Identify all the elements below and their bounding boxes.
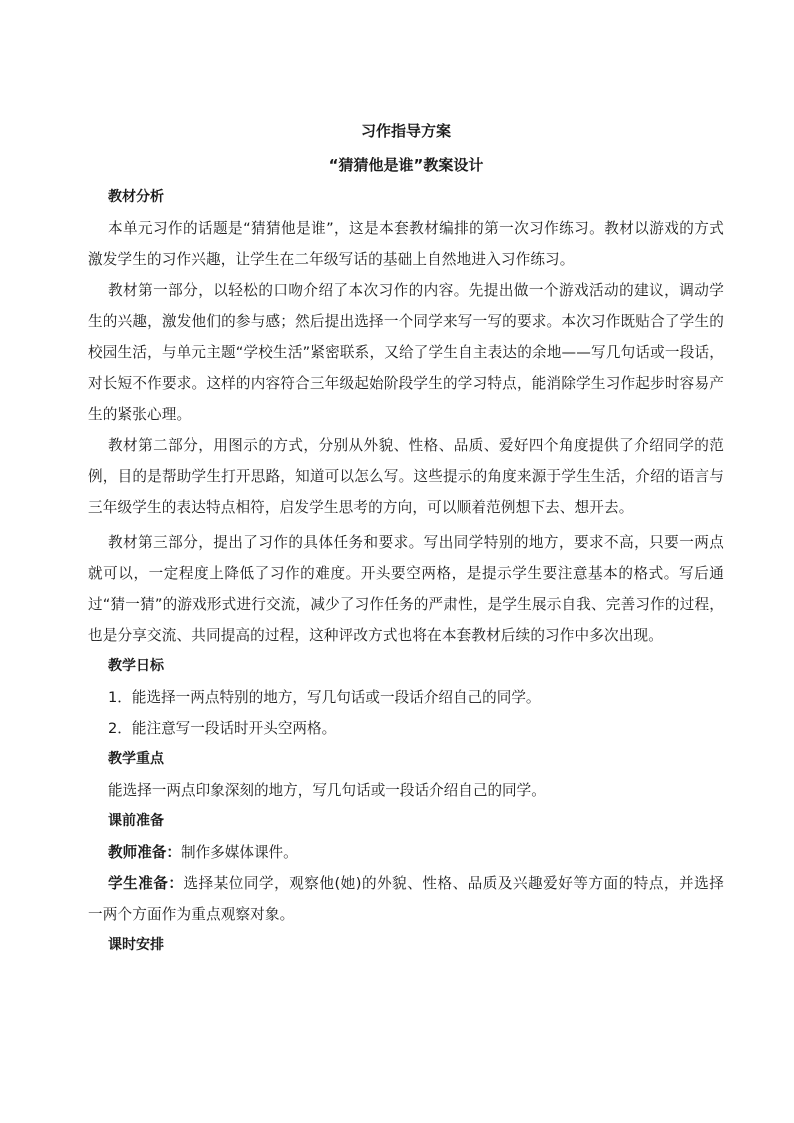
document-page: [88, 114, 724, 961]
section-heading-analysis: 教材分析: [108, 189, 164, 205]
analysis-paragraph-3: 教材第二部分，用图示的方式，分别从外貌、性格、品质、爱好四个角度提供了介绍同学的范例，目的是帮助学生打开思路，知道可以怎么写。这些提示的角度来源于学生生活，介绍的语言与三年级学生的表达特点相符，启发学生思考的方向，可以顺着范例想下去、想开去。: [88, 437, 724, 516]
section-heading-prep: 课前准备: [108, 813, 164, 829]
document-subtitle: “猜猜他是谁”教案设计: [328, 156, 484, 174]
analysis-paragraph-4: 教材第三部分，提出了习作的具体任务和要求。写出同学特别的地方，要求不高，只要一两点就可以，一定程度上降低了习作的难度。开头要空两格，是提示学生要注意基本的格式。写后通过“猜一猜”的游戏形式进行交流，减少了习作任务的严肃性，是学生展示自我、完善习作的过程，也是分享交流、共同提高的过程，这种评改方式也将在本套教材后续的习作中多次出现。: [88, 534, 724, 644]
document-title: 习作指导方案: [360, 122, 451, 140]
focus-text: 能选择一两点印象深刻的地方，写几句话或一段话介绍自己的同学。: [108, 782, 546, 799]
teacher-prep-label: 教师准备：: [108, 844, 181, 861]
teacher-prep: [88, 837, 724, 868]
analysis-paragraph-2: 教材第一部分，以轻松的口吻介绍了本次习作的内容。先提出做一个游戏活动的建议，调动学生的兴趣，激发他们的参与感；然后提出选择一个同学来写一写的要求。本次习作既贴合了学生的校园生活，与单元主题“学校生活”紧密联系，又给了学生自主表达的余地——写几句话或一段话，对长短不作要求。这样的内容符合三年级起始阶段学生的学习特点，能消除学生习作起步时容易产生的紧张心理。: [88, 282, 724, 423]
teacher-prep-text: 制作多媒体课件。: [180, 844, 298, 861]
section-heading-focus: 教学重点: [108, 751, 164, 767]
section-heading-schedule: 课时安排: [108, 937, 164, 953]
student-prep: [88, 868, 724, 930]
section-heading-goals: 教学日标: [108, 658, 164, 674]
student-prep-text: 选择某位同学，观察他(她)的外貌、性格、品质及兴趣爱好等方面的特点，并选择一两个方面作为重点观察对象。: [88, 875, 724, 923]
goal-item-1: 1．能选择一两点特别的地方，写几句话或一段话介绍自己的同学。: [108, 689, 541, 706]
student-prep-label: 学生准备：: [108, 875, 184, 892]
analysis-paragraph-1: 本单元习作的话题是“猜猜他是谁”，这是本套教材编排的第一次习作练习。教材以游戏的方式激发学生的习作兴趣，让学生在二年级写话的基础上自然地进入习作练习。: [88, 220, 724, 268]
goal-item-2: 2．能注意写一段话时开头空两格。: [108, 720, 337, 737]
